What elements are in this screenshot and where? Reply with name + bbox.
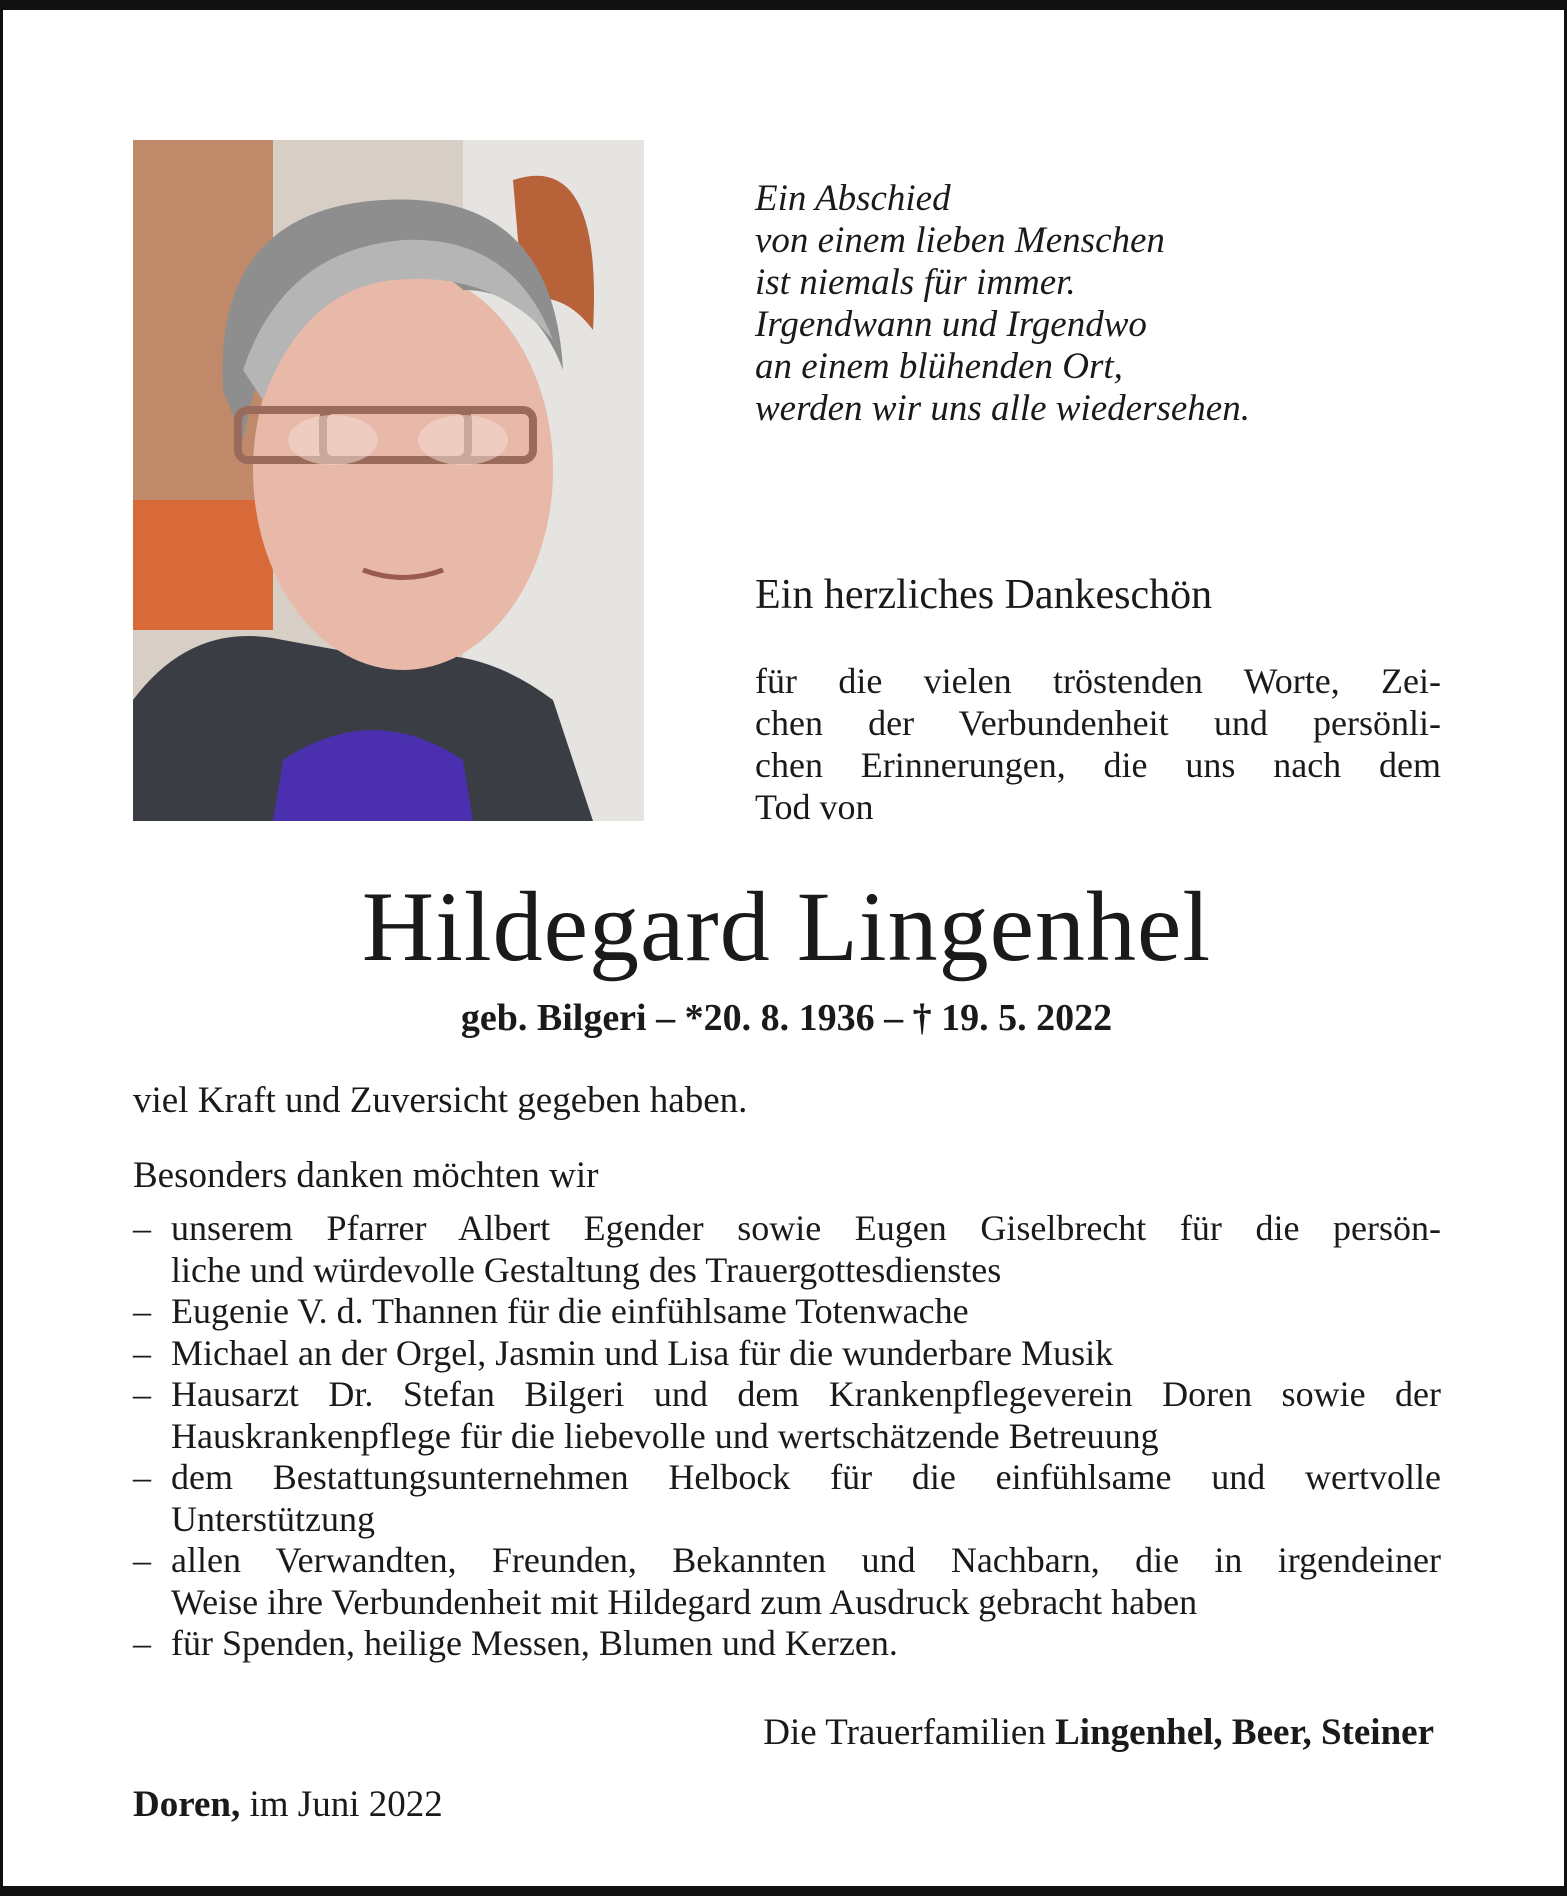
list-dash: – xyxy=(133,1623,151,1663)
thanks-line: Tod von xyxy=(755,787,874,827)
list-item xyxy=(133,1374,1441,1457)
list-item xyxy=(133,1291,1441,1333)
signature-families: Lingenhel, Beer, Steiner xyxy=(1055,1712,1434,1753)
list-item-line: unserem Pfarrer Albert Egender sowie Eugen Giselbrecht für die persön- xyxy=(171,1208,1441,1248)
list-dash: – xyxy=(133,1374,151,1414)
list-dash: – xyxy=(133,1332,151,1373)
poem-line: ist niemals für immer. xyxy=(755,262,1076,303)
poem-line: Ein Abschied xyxy=(755,178,951,219)
list-dash: – xyxy=(133,1540,151,1580)
deceased-dates: geb. Bilgeri – *20. 8. 1936 – † 19. 5. 2022 xyxy=(460,997,1113,1039)
thanks-line: für die vielen tröstenden Worte, Zei- xyxy=(755,661,1441,701)
deceased-name: Hildegard Lingenhel xyxy=(361,871,1212,982)
thanks-list xyxy=(133,1208,1441,1665)
list-item xyxy=(133,1333,1441,1375)
poem-line: von einem lieben Menschen xyxy=(755,220,1165,261)
list-item xyxy=(133,1540,1441,1623)
place-town: Doren, xyxy=(133,1784,241,1825)
list-dash: – xyxy=(133,1208,151,1248)
list-item-line: allen Verwandten, Freunden, Bekannten und Nachbarn, die in irgendeiner xyxy=(171,1540,1441,1580)
lead-text: viel Kraft und Zuversicht gegeben haben. xyxy=(133,1080,748,1121)
list-item-line: Hauskrankenpflege für die liebevolle und wertschätzende Betreuung xyxy=(171,1415,1159,1456)
list-item-line: Hausarzt Dr. Stefan Bilgeri und dem Krankenpflegeverein Doren sowie der xyxy=(171,1374,1441,1414)
poem-line: werden wir uns alle wiedersehen. xyxy=(755,388,1250,429)
list-item-line: liche und würdevolle Gestaltung des Trauergottesdienstes xyxy=(171,1249,1002,1290)
list-item-line: Eugenie V. d. Thannen für die einfühlsame Totenwache xyxy=(171,1291,969,1331)
list-item-line: Weise ihre Verbundenheit mit Hildegard zum Ausdruck gebracht haben xyxy=(171,1581,1198,1622)
place-date-text: im Juni 2022 xyxy=(249,1784,443,1825)
list-item xyxy=(133,1208,1441,1291)
thanks-line: chen der Verbundenheit und persönli- xyxy=(755,703,1441,743)
list-dash: – xyxy=(133,1291,151,1331)
place-date xyxy=(133,1782,443,1828)
poem-line: an einem blühenden Ort, xyxy=(755,346,1123,387)
thanks-line: chen Erinnerungen, die uns nach dem xyxy=(755,745,1441,785)
list-dash: – xyxy=(133,1457,151,1497)
signature xyxy=(763,1710,1434,1756)
signature-prefix: Die Trauerfamilien xyxy=(763,1712,1046,1753)
list-item-line: dem Bestattungsunternehmen Helbock für die einfühlsame und wertvolle xyxy=(171,1457,1441,1497)
list-item xyxy=(133,1457,1441,1540)
list-item-line: Michael an der Orgel, Jasmin und Lisa für die wunderbare Musik xyxy=(171,1332,1114,1373)
list-item-line: für Spenden, heilige Messen, Blumen und Kerzen. xyxy=(171,1623,898,1663)
poem-line: Irgendwann und Irgendwo xyxy=(755,304,1147,345)
thanks-text xyxy=(755,660,1441,828)
portrait-photo xyxy=(133,140,644,821)
intro-text: Besonders danken möchten wir xyxy=(133,1155,599,1196)
list-item xyxy=(133,1623,1441,1665)
poem xyxy=(755,178,1250,430)
list-item-line: Unterstützung xyxy=(171,1498,375,1539)
thanks-heading: Ein herzliches Dankeschön xyxy=(755,572,1213,618)
portrait-illustration xyxy=(133,140,644,821)
